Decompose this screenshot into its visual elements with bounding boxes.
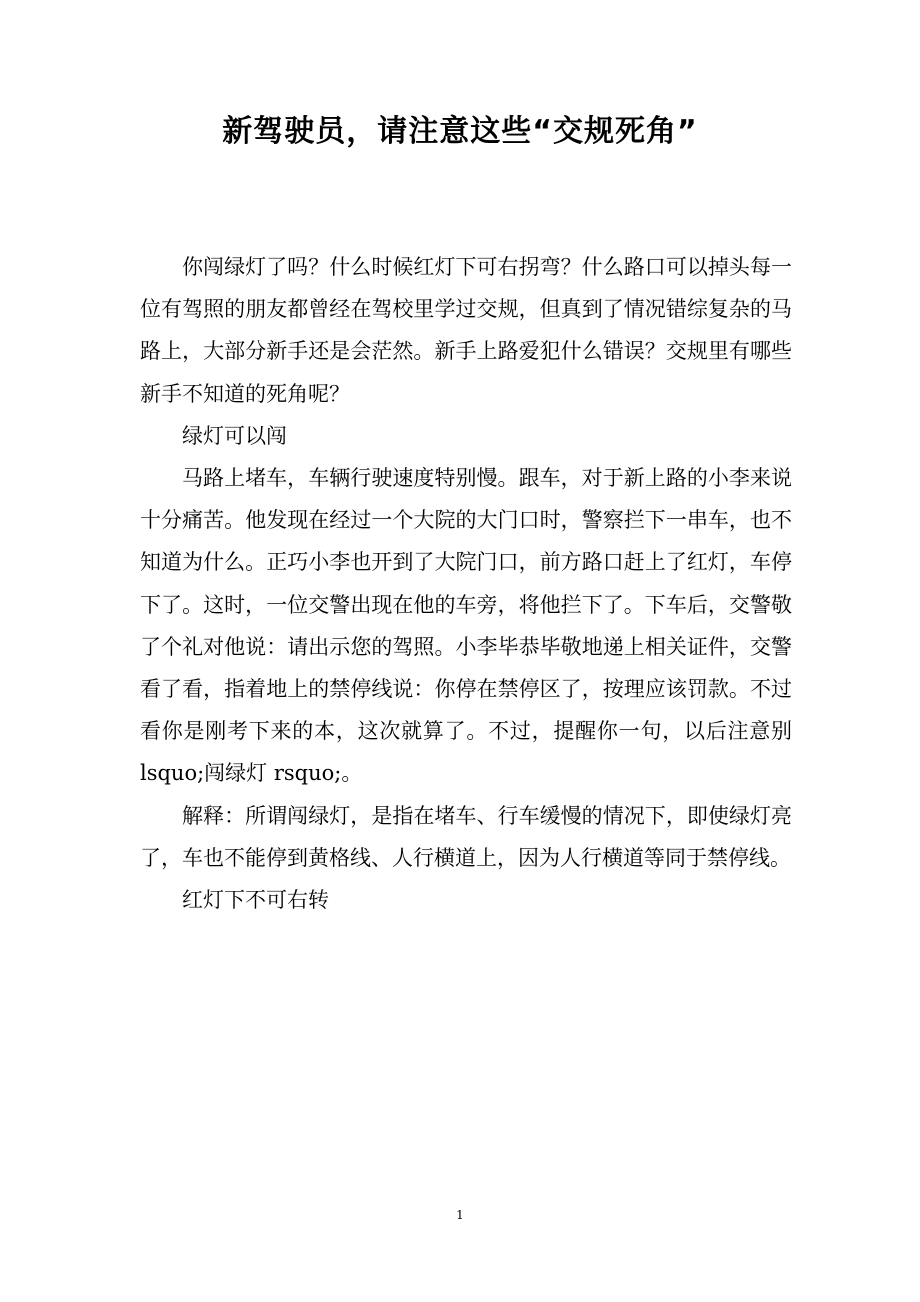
paragraph-explanation: 解释：所谓闯绿灯，是指在堵车、行车缓慢的情况下，即使绿灯亮了，车也不能停到黄格线、人行横道上，因为人行横道等同于禁停线。: [140, 803, 792, 870]
document-title: 新驾驶员，请注意这些“交规死角”: [222, 114, 698, 149]
document-body: [140, 246, 792, 921]
page-number: 1: [456, 1208, 464, 1222]
paragraph-story: 马路上堵车，车辆行驶速度特别慢。跟车，对于新上路的小李来说十分痛苦。他发现在经过一个大院的大门口时，警察拦下一串车，也不知道为什么。正巧小李也开到了大院门口，前方路口赶上了红灯，车停下了。这时，一位交警出现在他的车旁，将他拦下了。下车后，交警敬了个礼对他说：请出示您的驾照。小李毕恭毕敬地递上相关证件，交警看了看，指着地上的禁停线说：你停在禁停区了，按理应该罚款。不过看你是刚考下来的本，这次就算了。不过，提醒你一句，以后注意别 lsquo;闯绿灯 rsquo;。: [140, 466, 792, 786]
section-heading-green-light: 绿灯可以闯: [182, 423, 287, 448]
section-heading-red-light: 红灯下不可右转: [182, 888, 329, 913]
paragraph-intro: 你闯绿灯了吗？什么时候红灯下可右拐弯？什么路口可以掉头每一位有驾照的朋友都曾经在驾校里学过交规，但真到了情况错综复杂的马路上，大部分新手还是会茫然。新手上路爱犯什么错误？交规里有哪些新手不知道的死角呢？: [140, 255, 792, 406]
